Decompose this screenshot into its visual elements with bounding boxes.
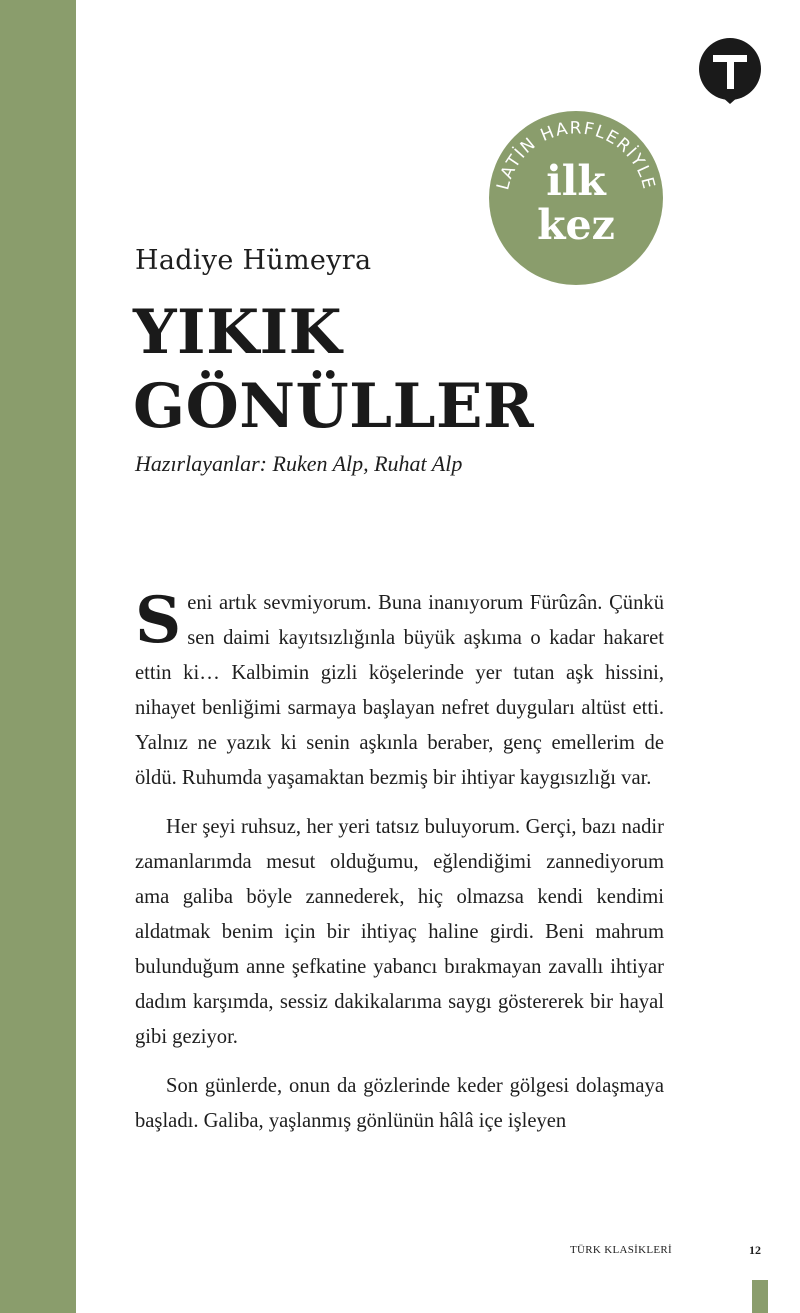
book-title-line1: YIKIK (133, 297, 343, 368)
page-edge-marker (752, 1280, 768, 1313)
drop-cap: S (135, 583, 182, 658)
paragraph-3: Son günlerde, onun da gözlerinde keder gölgesi dolaşmaya başladı. Galiba, yaşlanmış gönlünün hâlâ içe işleyen (135, 1075, 664, 1132)
page-number: 12 (749, 1243, 761, 1257)
badge-ring-text: LATİN HARFLERİYLE (493, 118, 659, 193)
first-time-badge (489, 111, 663, 285)
badge-word-kez: kez (537, 201, 615, 249)
editors-credit: Hazırlayanlar: Ruken Alp, Ruhat Alp (135, 451, 463, 476)
paragraph-1-text: eni artık sevmiyorum. Buna inanıyorum Fürûzân. Çünkü sen daimi kayıtsızlığınla büyük aşkıma o kadar hakaret ettin ki… Kalbimin gizli köşelerinde yer tutan aşk hissini, nihayet benliğimi sarmaya başlayan nefret duyguları altüst etti. Yalnız ne yazık ki senin aşkınla beraber, genç emellerim de öldü. Ruhumda yaşamaktan bezmiş bir ihtiyar kaygısızlığı var. (135, 592, 664, 789)
left-color-band (0, 0, 76, 1313)
paragraph-2: Her şeyi ruhsuz, her yeri tatsız buluyorum. Gerçi, bazı nadir zamanlarımda mesut olduğumu, eğlendiğimi zannediyorum ama galiba böyle zannederek, hiç olmazsa kendi kendimi aldatmak benim için bir ihtiyaç haline girdi. Beni mahrum bulunduğum anne şefkatine yabancı bırakmayan zavallı ihtiyar dadım karşımda, sessiz dakikalarıma saygı göstererek bir hayal gibi geziyor. (135, 816, 664, 1048)
badge-word-ilk: ilk (546, 157, 606, 205)
book-title (133, 296, 534, 444)
series-name: TÜRK KLASİKLERİ (570, 1244, 672, 1256)
publisher-t-logo-icon (697, 38, 763, 104)
body-text (135, 583, 664, 1139)
book-title-line2: GÖNÜLLER (133, 371, 535, 442)
paragraph-1 (135, 583, 664, 796)
author-name: Hadiye Hümeyra (135, 245, 372, 276)
